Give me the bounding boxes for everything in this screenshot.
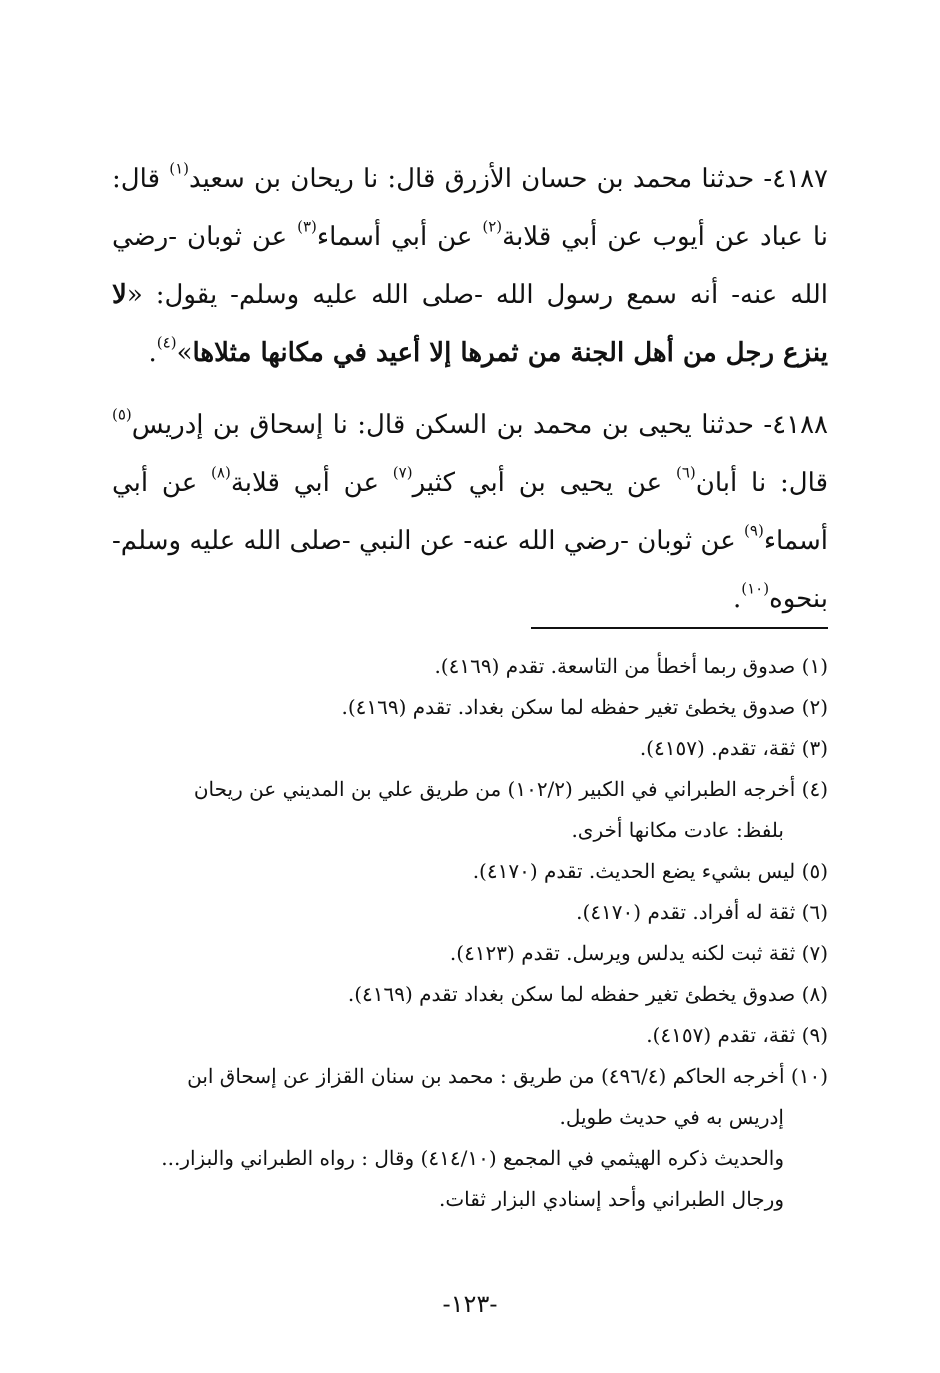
footnote-continuation: والحديث ذكره الهيثمي في المجمع (٤١٤/١٠) وقال : رواه الطبراني والبزار... [161, 1146, 784, 1170]
footnote: (٢) صدوق يخطئ تغير حفظه لما سكن بغداد. تقدم (٤١٦٩). [341, 695, 828, 719]
footnote-ref[interactable]: (٦) [675, 463, 696, 482]
footnote-ref[interactable]: (١٠) [741, 579, 770, 598]
footnote-ref[interactable]: (٣) [297, 217, 317, 236]
prophetic-quote: لا ينزع رجل من أهل الجنة من ثمرها إلا أعيد في مكانها مثلاها [112, 280, 828, 368]
footnote: (٧) ثقة ثبت لكنه يدلس ويرسل. تقدم (٤١٢٣). [449, 941, 828, 965]
hadith-text: قال: نا عباد عن أيوب عن أبي قلابة [112, 164, 828, 252]
footnote: (٤) أخرجه الطبراني في الكبير (١٠٢/٢) من طريق علي بن المديني عن ريحان [193, 777, 828, 801]
footnote: (٦) ثقة له أفراد. تقدم (٤١٧٠). [576, 900, 828, 924]
hadith-text: عن ثوبان -رضي الله عنه- عن النبي -صلى الله عليه وسلم- بنحوه [112, 526, 828, 614]
hadith-text: قال: نا أبان [695, 468, 828, 498]
footnote-ref[interactable]: (٨) [211, 463, 231, 482]
hadith-text: عن أبي أسماء [316, 222, 483, 252]
hadith-text: عن ثوبان -رضي الله عنه- أنه سمع رسول الله -صلى الله عليه وسلم- يقول: « [112, 222, 828, 310]
hadith-text: عن أبي قلابة [230, 468, 393, 498]
hadith-text: عن يحيى بن أبي كثير [412, 468, 676, 498]
hadith-number: ٤١٨٧ [772, 164, 828, 194]
main-text [112, 150, 828, 642]
hadith-text: » [176, 338, 193, 368]
footnote-divider [531, 627, 828, 629]
footnote-ref[interactable]: (٩) [744, 521, 764, 540]
hadith-text: - حدثنا محمد بن حسان الأزرق قال: نا ريحان بن سعيد [188, 164, 773, 194]
footnote-ref[interactable]: (١) [169, 159, 189, 178]
footnote-ref[interactable]: (٥) [112, 405, 132, 424]
hadith-text: - حدثنا يحيى بن محمد بن السكن قال: نا إسحاق بن إدريس [131, 410, 773, 440]
footnote: (٥) ليس بشيء يضع الحديث. تقدم (٤١٧٠). [472, 859, 828, 883]
footnote-continuation: بلفظ: عادت مكانها أخرى. [571, 818, 784, 842]
hadith-4188 [112, 396, 828, 628]
hadith-number: ٤١٨٨ [772, 410, 828, 440]
footnote: (١) صدوق ربما أخطأ من التاسعة. تقدم (٤١٦٩). [434, 654, 828, 678]
hadith-4187 [112, 150, 828, 382]
hadith-text: . [148, 338, 157, 368]
footnote-ref[interactable]: (٢) [482, 217, 503, 236]
footnote-ref[interactable]: (٧) [392, 463, 413, 482]
footnote-ref[interactable]: (٤) [156, 333, 177, 352]
footnotes [112, 646, 828, 1220]
footnote-continuation: إدريس به في حديث طويل. [559, 1105, 784, 1129]
hadith-text: . [732, 584, 742, 614]
footnote: (٩) ثقة، تقدم (٤١٥٧). [646, 1023, 828, 1047]
footnote: (١٠) أخرجه الحاكم (٤٩٦/٤) من طريق : محمد بن سنان القزاز عن إسحاق ابن [187, 1064, 828, 1088]
page-number: -١٢٣- [442, 1290, 498, 1318]
footnote: (٣) ثقة، تقدم. (٤١٥٧). [639, 736, 828, 760]
footnote-continuation: ورجال الطبراني وأحد إسنادي البزار ثقات. [439, 1187, 784, 1211]
hadith-text: عن أبي أسماء [112, 468, 828, 556]
footnote: (٨) صدوق يخطئ تغير حفظه لما سكن بغداد تقدم (٤١٦٩). [347, 982, 828, 1006]
